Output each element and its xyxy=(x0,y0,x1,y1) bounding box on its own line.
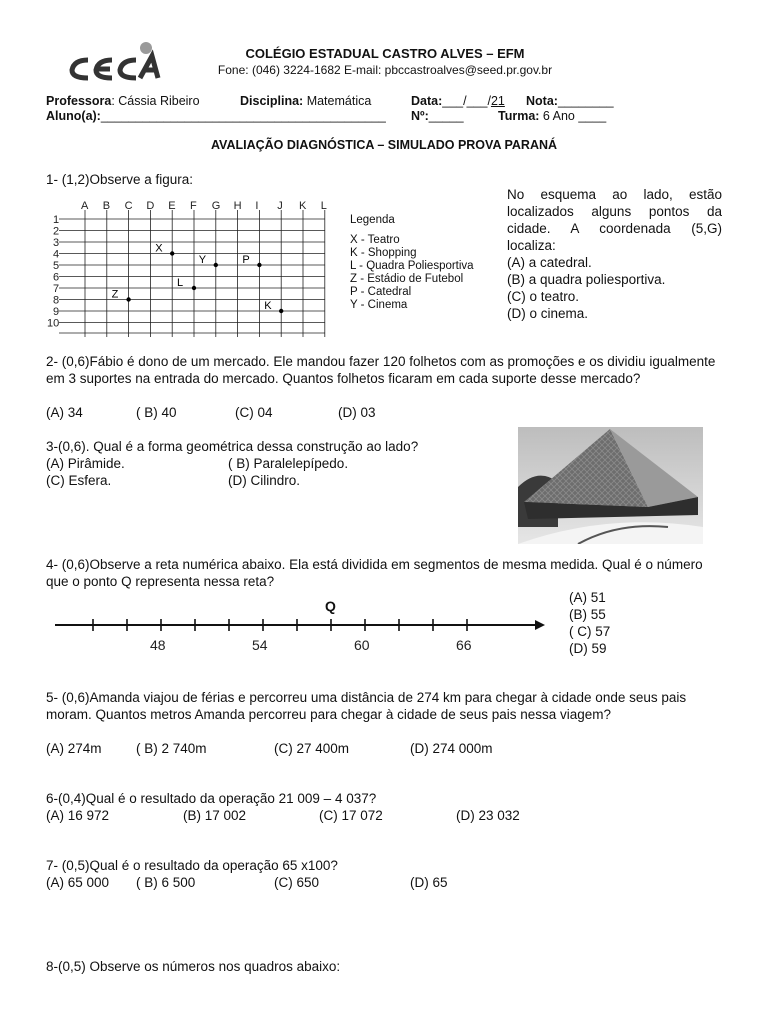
numero-label: Nº: xyxy=(411,109,429,123)
data-value[interactable]: ___/___/ xyxy=(442,94,491,108)
q7-text: 7- (0,5)Qual é o resultado da operação 65 x100? xyxy=(46,858,338,873)
q1-statement: 1- (1,2)Observe a figura: xyxy=(46,172,194,187)
number-line-point-q-label: Q xyxy=(325,598,336,614)
grid-row-label: 6 xyxy=(53,271,60,284)
q6-options xyxy=(46,807,726,824)
school-logo xyxy=(66,40,166,85)
q7-option-a[interactable]: (A) 65 000 xyxy=(46,875,110,890)
q8-text: 8-(0,5) Observe os números nos quadros abaixo: xyxy=(46,959,341,974)
exam-title: AVALIAÇÃO DIAGNÓSTICA – SIMULADO PROVA PARANÁ xyxy=(210,138,558,152)
legend-item: X - Teatro xyxy=(350,234,400,246)
nota-value[interactable]: ________ xyxy=(557,94,614,108)
data-year: 21 xyxy=(490,94,505,108)
number-line-tick-label: 48 xyxy=(150,637,166,653)
q1-text: No esquema ao lado, estão localizados alguns pontos da cidade. A coordenada (5,G) localiza: xyxy=(507,187,722,253)
q4-option-b[interactable]: (B) 55 xyxy=(569,607,606,622)
numero-value[interactable]: _____ xyxy=(428,109,464,123)
q2-option-c[interactable]: (C) 04 xyxy=(235,405,273,420)
q5-text: 5- (0,6)Amanda viajou de férias e percorreu uma distância de 274 km para chegar à cidade onde seus pais moram. Quantos metros Amanda percorreu para chegar à cidade de seus pais nessa viagem? xyxy=(46,690,687,722)
q2-options xyxy=(46,404,726,421)
grid-point xyxy=(126,297,130,301)
q4-option-a[interactable]: (A) 51 xyxy=(569,590,606,605)
legend-item: P - Catedral xyxy=(350,286,412,298)
grid-row-label: 7 xyxy=(53,283,60,295)
q5-option-c[interactable]: (C) 27 400m xyxy=(274,741,350,756)
grid-point xyxy=(279,309,283,313)
q2-option-d[interactable]: (D) 03 xyxy=(338,405,376,420)
grid-point-label: Z xyxy=(111,288,119,301)
grid-col-label: H xyxy=(233,200,242,212)
q2-option-b[interactable]: ( B) 40 xyxy=(136,405,177,420)
q6-option-d[interactable]: (D) 23 032 xyxy=(456,808,520,823)
disciplina-value: Matemática xyxy=(303,94,372,108)
q4-option-c[interactable]: ( C) 57 xyxy=(569,624,611,639)
q4-option-d[interactable]: (D) 59 xyxy=(569,641,607,656)
q4-text: 4- (0,6)Observe a reta numérica abaixo. Ela está dividida em segmentos de mesma medida. Qual é o número que o ponto Q representa nessa reta? xyxy=(46,557,703,589)
q1-option-b[interactable]: (B) a quadra poliesportiva. xyxy=(507,272,666,287)
q7-option-c[interactable]: (C) 650 xyxy=(274,875,320,890)
school-contact: Fone: (046) 3224-1682 E-mail: pbccastroalves@seed.pr.gov.br xyxy=(217,63,553,77)
legend-item: K - Shopping xyxy=(350,247,417,259)
professora-label: Professora xyxy=(46,94,112,108)
q7-option-b[interactable]: ( B) 6 500 xyxy=(136,875,196,890)
turma-value: 6 Ano ____ xyxy=(539,109,607,123)
grid-point xyxy=(257,263,261,267)
grid-col-label: E xyxy=(168,200,176,212)
grid-point xyxy=(192,286,196,290)
nota-label: Nota: xyxy=(526,94,558,108)
grid-row-label: 8 xyxy=(53,294,60,307)
grid-col-label: C xyxy=(124,200,133,212)
q1-coordinate-grid xyxy=(45,195,330,345)
q5-option-b[interactable]: ( B) 2 740m xyxy=(136,741,207,756)
grid-col-label: G xyxy=(211,200,221,212)
data-label: Data: xyxy=(411,94,443,108)
turma-label: Turma: xyxy=(498,109,540,123)
legend-item: Z - Estádio de Futebol xyxy=(350,273,464,285)
grid-point xyxy=(170,251,174,255)
grid-col-label: J xyxy=(277,200,283,212)
professora-value: : Cássia Ribeiro xyxy=(111,94,200,108)
pyramid-building-photo xyxy=(518,427,703,544)
q1-legend xyxy=(350,214,474,312)
grid-point-label: X xyxy=(155,242,163,255)
grid-row-label: 5 xyxy=(53,260,60,272)
q3-option-d[interactable]: (D) Cilindro. xyxy=(228,473,301,488)
q4-number-line xyxy=(50,598,555,658)
q6-option-b[interactable]: (B) 17 002 xyxy=(183,808,247,823)
q7-options xyxy=(46,874,726,891)
grid-row-label: 3 xyxy=(53,237,60,249)
grid-row-label: 2 xyxy=(53,225,60,238)
grid-col-label: B xyxy=(102,200,111,212)
q4-options xyxy=(569,589,689,657)
grid-point-label: Y xyxy=(198,254,207,266)
q1-option-c[interactable]: (C) o teatro. xyxy=(507,289,580,304)
grid-col-label: F xyxy=(190,200,197,212)
q6-option-c[interactable]: (C) 17 072 xyxy=(319,808,383,823)
school-name: COLÉGIO ESTADUAL CASTRO ALVES – EFM xyxy=(245,46,525,61)
q1-option-d[interactable]: (D) o cinema. xyxy=(507,306,589,321)
grid-col-label: A xyxy=(81,200,89,212)
number-line-tick-label: 60 xyxy=(354,637,370,653)
q5-option-a[interactable]: (A) 274m xyxy=(46,741,102,756)
grid-row-label: 4 xyxy=(53,248,60,261)
grid-point-label: L xyxy=(177,277,184,289)
grid-row-label: 10 xyxy=(47,317,60,330)
grid-col-label: K xyxy=(299,200,307,212)
q5-option-d[interactable]: (D) 274 000m xyxy=(410,741,493,756)
grid-point-label: P xyxy=(242,254,250,266)
legend-item: L - Quadra Poliesportiva xyxy=(350,260,474,272)
legend-title: Legenda xyxy=(350,214,395,226)
q3-option-b[interactable]: ( B) Paralelepípedo. xyxy=(228,456,349,471)
q3-text: 3-(0,6). Qual é a forma geométrica dessa construção ao lado? xyxy=(46,439,419,454)
q6-text: 6-(0,4)Qual é o resultado da operação 21 009 – 4 037? xyxy=(46,791,377,806)
number-line-tick-label: 66 xyxy=(456,637,472,653)
disciplina-label: Disciplina: xyxy=(240,94,304,108)
aluno-label: Aluno(a): xyxy=(46,109,101,123)
q3-options xyxy=(46,455,506,489)
q1-question-text xyxy=(507,186,722,322)
legend-item: Y - Cinema xyxy=(350,299,408,311)
q3-option-a[interactable]: (A) Pirâmide. xyxy=(46,456,125,471)
q1-option-a[interactable]: (A) a catedral. xyxy=(507,255,592,270)
grid-row-label: 1 xyxy=(53,214,60,226)
grid-col-label: I xyxy=(255,200,259,212)
q2-text: 2- (0,6)Fábio é dono de um mercado. Ele mandou fazer 120 folhetos com as promoções e os dividiu igualmente em 3 suportes na entrada do mercado. Quantos folhetos ficaram em cada suporte desse mercado? xyxy=(46,354,716,386)
grid-col-label: L xyxy=(320,200,327,212)
q2-option-a[interactable]: (A) 34 xyxy=(46,405,83,420)
grid-col-label: D xyxy=(146,200,155,212)
q6-option-a[interactable]: (A) 16 972 xyxy=(46,808,110,823)
number-line-arrow xyxy=(535,620,545,630)
aluno-value[interactable]: _________________________________________ xyxy=(100,109,386,123)
grid-point-label: K xyxy=(264,300,272,312)
grid-point xyxy=(214,263,218,267)
number-line-tick-label: 54 xyxy=(252,637,268,653)
grid-row-label: 9 xyxy=(53,306,60,318)
q7-option-d[interactable]: (D) 65 xyxy=(410,875,448,890)
q5-options xyxy=(46,740,726,757)
q3-option-c[interactable]: (C) Esfera. xyxy=(46,473,112,488)
